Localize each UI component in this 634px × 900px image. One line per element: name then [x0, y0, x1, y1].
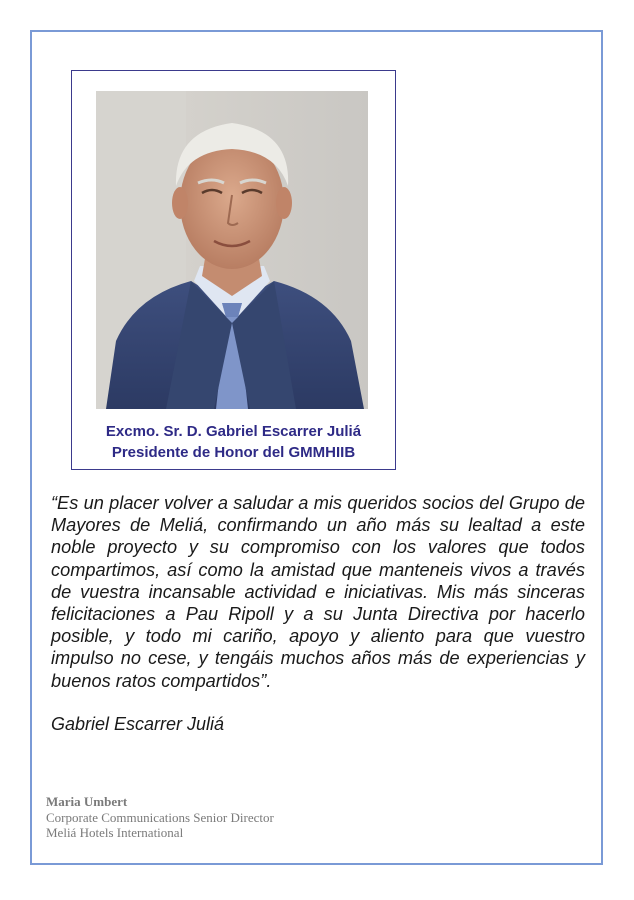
signature: Gabriel Escarrer Juliá	[51, 714, 225, 734]
caption-title: Presidente de Honor del GMMHIIB	[111, 444, 356, 461]
portrait-photo	[96, 91, 368, 409]
footer-company: Meliá Hotels International	[46, 825, 184, 840]
caption-name: Excmo. Sr. D. Gabriel Escarrer Juliá	[105, 423, 362, 440]
quote-text: “Es un placer volver a saludar a mis queridos socios del Grupo de Mayores de Meliá, confirmando un año más su lealtad a este noble proyecto y su compromiso con los valores que todos compartimos, así como la amistad que manteneis vivos a través de vuestra incansable actividad e iniciativas. Mis más sinceras felicitaciones a Pau Ripoll y a su Junta Directiva por hacerlo posible, y todo mi cariño, apoyo y aliento para que vuestro impulso no cese, y tengáis muchos años más de experiencias y buenos ratos compartidos”.	[51, 493, 585, 691]
footer-job-title: Corporate Communications Senior Director	[46, 809, 274, 825]
photo-card	[71, 70, 396, 470]
photo-caption	[72, 421, 395, 463]
footer-contact	[46, 794, 274, 841]
footer-name: Maria Umbert	[46, 794, 128, 809]
